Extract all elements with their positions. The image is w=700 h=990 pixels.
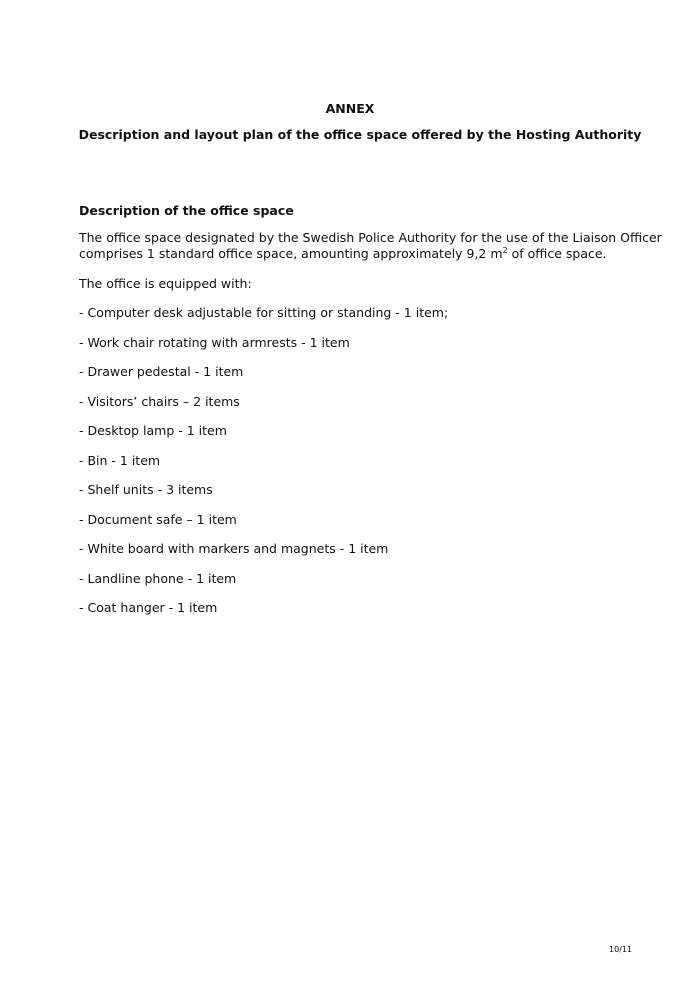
equipment-item: - Visitors’ chairs – 2 items (79, 393, 240, 409)
equipment-item: - Coat hanger - 1 item (79, 600, 218, 615)
section-heading: Description of the office space (79, 203, 294, 218)
equipment-item: - Desktop lamp - 1 item (79, 423, 227, 438)
office-description (79, 230, 679, 262)
equipment-list (79, 305, 448, 630)
equipment-item: - White board with markers and magnets - 1 item (79, 541, 389, 556)
equipment-item: - Shelf units - 3 items (79, 482, 213, 497)
description-text-end: of office space. (507, 246, 607, 261)
page-number: 10/11 (609, 945, 633, 954)
description-text: The office space designated by the Swedish Police Authority for the use of the Liaison Officer comprises 1 standard office space, amounting approximately 9,2 m (79, 230, 662, 261)
equipment-item: - Landline phone - 1 item (79, 570, 237, 586)
equipment-item: - Computer desk adjustable for sitting or standing - 1 item; (79, 305, 449, 320)
equipped-intro: The office is equipped with: (79, 276, 252, 291)
equipment-item: - Bin - 1 item (79, 452, 161, 468)
square-meter-superscript: 2 (502, 245, 508, 255)
equipment-item: - Drawer pedestal - 1 item (79, 364, 244, 379)
annex-title: ANNEX (325, 101, 375, 116)
equipment-item: - Document safe – 1 item (79, 511, 237, 527)
annex-subtitle: Description and layout plan of the office space offered by the Hosting Authority (78, 127, 642, 142)
equipment-item: - Work chair rotating with armrests - 1 item (79, 334, 350, 350)
